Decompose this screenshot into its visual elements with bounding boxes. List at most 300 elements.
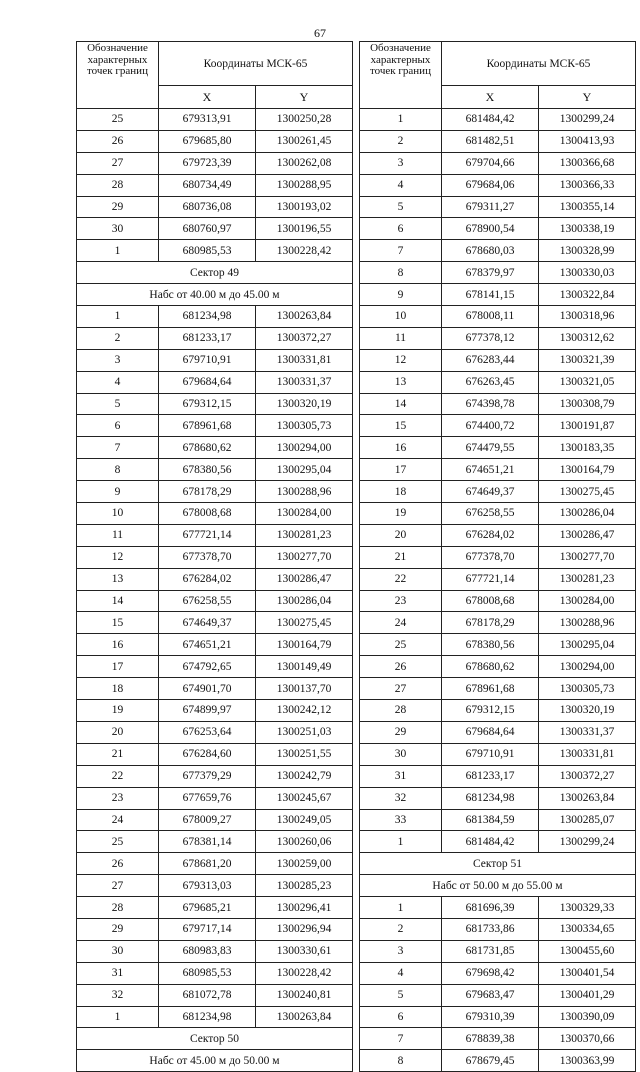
table-row [77,787,353,809]
table-row [77,1006,353,1028]
table-row [77,481,353,503]
section-row [360,875,636,897]
point-number-cell: 17 [360,459,442,481]
point-number-cell: 6 [360,218,442,240]
x-coordinate-cell: 674649,37 [159,612,256,634]
table-row [360,568,636,590]
x-coordinate-cell: 679311,27 [442,196,539,218]
y-coordinate-cell: 1300137,70 [256,678,353,700]
table-row [77,306,353,328]
table-row [360,590,636,612]
coordinates-table-left [76,41,353,1072]
x-coordinate-cell: 679312,15 [442,700,539,722]
table-row [360,262,636,284]
point-number-cell: 8 [360,262,442,284]
table-row [360,130,636,152]
x-coordinate-cell: 678680,03 [442,240,539,262]
table-row [360,656,636,678]
section-label: Набс от 40.00 м до 45.00 м [77,284,353,306]
x-coordinate-cell: 676284,02 [442,524,539,546]
table-row [77,962,353,984]
y-coordinate-cell: 1300331,37 [539,721,636,743]
y-coordinate-cell: 1300263,84 [256,306,353,328]
table-row [360,327,636,349]
x-coordinate-cell: 681234,98 [159,1006,256,1028]
x-coordinate-cell: 676258,55 [442,503,539,525]
y-coordinate-cell: 1300245,67 [256,787,353,809]
y-coordinate-cell: 1300401,29 [539,984,636,1006]
table-row [360,196,636,218]
x-coordinate-cell: 681733,86 [442,918,539,940]
point-number-cell: 29 [77,196,159,218]
point-number-cell: 7 [360,1028,442,1050]
x-coordinate-cell: 679685,80 [159,130,256,152]
y-coordinate-cell: 1300275,45 [256,612,353,634]
y-coordinate-cell: 1300288,96 [539,612,636,634]
table-row [77,765,353,787]
x-coordinate-cell: 680734,49 [159,174,256,196]
point-number-cell: 29 [77,918,159,940]
point-number-cell: 1 [77,240,159,262]
x-coordinate-cell: 678681,20 [159,853,256,875]
x-coordinate-cell: 674649,37 [442,481,539,503]
point-number-cell: 19 [77,700,159,722]
section-label: Сектор 51 [360,853,636,875]
x-coordinate-cell: 679704,66 [442,152,539,174]
table-row [77,984,353,1006]
y-coordinate-cell: 1300331,81 [539,743,636,765]
table-row [360,371,636,393]
table-row [77,327,353,349]
x-coordinate-cell: 674400,72 [442,415,539,437]
y-coordinate-cell: 1300312,62 [539,327,636,349]
x-coordinate-cell: 681731,85 [442,940,539,962]
table-row [360,809,636,831]
table-row [77,109,353,131]
x-coordinate-cell: 681484,42 [442,831,539,853]
table-row [77,678,353,700]
y-coordinate-cell: 1300288,95 [256,174,353,196]
point-number-cell: 23 [77,787,159,809]
point-number-cell: 27 [77,152,159,174]
x-coordinate-cell: 679684,06 [442,174,539,196]
y-coordinate-cell: 1300277,70 [256,546,353,568]
x-coordinate-cell: 679717,14 [159,918,256,940]
header-point-designation: Обозначение характерных точек границ [77,42,159,109]
point-number-cell: 12 [360,349,442,371]
point-number-cell: 21 [77,743,159,765]
x-coordinate-cell: 679683,47 [442,984,539,1006]
x-coordinate-cell: 677721,14 [159,524,256,546]
table-row [77,415,353,437]
table-row [77,437,353,459]
point-number-cell: 33 [360,809,442,831]
table-row [77,656,353,678]
table-row [360,306,636,328]
point-number-cell: 6 [77,415,159,437]
y-coordinate-cell: 1300250,28 [256,109,353,131]
table-row [360,503,636,525]
y-coordinate-cell: 1300295,04 [539,634,636,656]
table-row [77,897,353,919]
x-coordinate-cell: 678680,62 [442,656,539,678]
x-coordinate-cell: 680985,53 [159,240,256,262]
x-coordinate-cell: 679685,21 [159,897,256,919]
y-coordinate-cell: 1300390,09 [539,1006,636,1028]
y-coordinate-cell: 1300284,00 [256,503,353,525]
table-row [360,152,636,174]
y-coordinate-cell: 1300318,96 [539,306,636,328]
y-coordinate-cell: 1300372,27 [256,327,353,349]
point-number-cell: 5 [77,393,159,415]
x-coordinate-cell: 678009,27 [159,809,256,831]
point-number-cell: 28 [360,700,442,722]
x-coordinate-cell: 678839,38 [442,1028,539,1050]
section-row [77,1050,353,1072]
table-row [77,349,353,371]
y-coordinate-cell: 1300296,41 [256,897,353,919]
point-number-cell: 28 [77,174,159,196]
y-coordinate-cell: 1300305,73 [539,678,636,700]
table-row [360,787,636,809]
x-coordinate-cell: 678679,45 [442,1050,539,1072]
table-row [360,174,636,196]
table-row [77,918,353,940]
point-number-cell: 24 [77,809,159,831]
table-row [360,984,636,1006]
y-coordinate-cell: 1300321,39 [539,349,636,371]
y-coordinate-cell: 1300372,27 [539,765,636,787]
x-coordinate-cell: 678380,56 [159,459,256,481]
section-row [77,1028,353,1050]
table-row [77,721,353,743]
point-number-cell: 8 [77,459,159,481]
table-row [360,349,636,371]
x-coordinate-cell: 681384,59 [442,809,539,831]
y-coordinate-cell: 1300355,14 [539,196,636,218]
point-number-cell: 19 [360,503,442,525]
point-number-cell: 31 [77,962,159,984]
section-row [77,284,353,306]
y-coordinate-cell: 1300320,19 [256,393,353,415]
y-coordinate-cell: 1300275,45 [539,481,636,503]
y-coordinate-cell: 1300263,84 [539,787,636,809]
table-row [77,590,353,612]
point-number-cell: 23 [360,590,442,612]
x-coordinate-cell: 681072,78 [159,984,256,1006]
table-row [360,415,636,437]
point-number-cell: 10 [77,503,159,525]
y-coordinate-cell: 1300228,42 [256,962,353,984]
y-coordinate-cell: 1300366,33 [539,174,636,196]
section-label: Набс от 45.00 м до 50.00 м [77,1050,353,1072]
point-number-cell: 9 [77,481,159,503]
header-x: X [442,86,539,109]
y-coordinate-cell: 1300286,47 [539,524,636,546]
point-number-cell: 20 [77,721,159,743]
x-coordinate-cell: 679698,42 [442,962,539,984]
table-row [77,174,353,196]
point-number-cell: 1 [360,897,442,919]
y-coordinate-cell: 1300296,94 [256,918,353,940]
y-coordinate-cell: 1300286,47 [256,568,353,590]
x-coordinate-cell: 677379,29 [159,765,256,787]
table-row [77,130,353,152]
y-coordinate-cell: 1300322,84 [539,284,636,306]
table-row [77,459,353,481]
x-coordinate-cell: 681696,39 [442,897,539,919]
y-coordinate-cell: 1300260,06 [256,831,353,853]
x-coordinate-cell: 678900,54 [442,218,539,240]
x-coordinate-cell: 674651,21 [442,459,539,481]
table-row [360,940,636,962]
y-coordinate-cell: 1300164,79 [256,634,353,656]
point-number-cell: 18 [77,678,159,700]
x-coordinate-cell: 679710,91 [159,349,256,371]
y-coordinate-cell: 1300183,35 [539,437,636,459]
header-coordinates: Координаты МСК-65 [442,42,636,86]
y-coordinate-cell: 1300321,05 [539,371,636,393]
x-coordinate-cell: 679313,03 [159,875,256,897]
point-number-cell: 18 [360,481,442,503]
x-coordinate-cell: 681484,42 [442,109,539,131]
point-number-cell: 1 [77,1006,159,1028]
table-row [360,459,636,481]
x-coordinate-cell: 678008,68 [159,503,256,525]
point-number-cell: 5 [360,196,442,218]
point-number-cell: 32 [77,984,159,1006]
table-row [360,284,636,306]
y-coordinate-cell: 1300363,99 [539,1050,636,1072]
x-coordinate-cell: 678381,14 [159,831,256,853]
table-row [77,524,353,546]
x-coordinate-cell: 674792,65 [159,656,256,678]
point-number-cell: 30 [360,743,442,765]
table-row [360,1006,636,1028]
point-number-cell: 6 [360,1006,442,1028]
table-row [77,546,353,568]
point-number-cell: 24 [360,612,442,634]
table-row [360,700,636,722]
point-number-cell: 4 [77,371,159,393]
point-number-cell: 15 [77,612,159,634]
table-row [360,218,636,240]
x-coordinate-cell: 681482,51 [442,130,539,152]
point-number-cell: 25 [77,109,159,131]
table-row [77,809,353,831]
y-coordinate-cell: 1300251,03 [256,721,353,743]
point-number-cell: 32 [360,787,442,809]
table-row [360,962,636,984]
point-number-cell: 21 [360,546,442,568]
point-number-cell: 27 [360,678,442,700]
table-row [360,634,636,656]
table-row [77,568,353,590]
point-number-cell: 22 [77,765,159,787]
point-number-cell: 25 [360,634,442,656]
x-coordinate-cell: 678008,68 [442,590,539,612]
point-number-cell: 3 [77,349,159,371]
point-number-cell: 15 [360,415,442,437]
table-row [360,1050,636,1072]
x-coordinate-cell: 674899,97 [159,700,256,722]
y-coordinate-cell: 1300329,33 [539,897,636,919]
table-row [77,196,353,218]
x-coordinate-cell: 679310,39 [442,1006,539,1028]
point-number-cell: 2 [360,918,442,940]
table-row [360,437,636,459]
point-number-cell: 30 [77,940,159,962]
point-number-cell: 2 [360,130,442,152]
table-row [360,721,636,743]
y-coordinate-cell: 1300277,70 [539,546,636,568]
header-x: X [159,86,256,109]
x-coordinate-cell: 679312,15 [159,393,256,415]
point-number-cell: 9 [360,284,442,306]
x-coordinate-cell: 681233,17 [159,327,256,349]
section-label: Сектор 50 [77,1028,353,1050]
x-coordinate-cell: 678008,11 [442,306,539,328]
y-coordinate-cell: 1300299,24 [539,831,636,853]
point-number-cell: 5 [360,984,442,1006]
point-number-cell: 1 [77,306,159,328]
section-row [360,853,636,875]
point-number-cell: 22 [360,568,442,590]
table-row [360,678,636,700]
table-row [360,897,636,919]
x-coordinate-cell: 678178,29 [159,481,256,503]
y-coordinate-cell: 1300366,68 [539,152,636,174]
y-coordinate-cell: 1300242,12 [256,700,353,722]
y-coordinate-cell: 1300251,55 [256,743,353,765]
table-row [77,875,353,897]
x-coordinate-cell: 676263,45 [442,371,539,393]
x-coordinate-cell: 678178,29 [442,612,539,634]
x-coordinate-cell: 676253,64 [159,721,256,743]
point-number-cell: 25 [77,831,159,853]
y-coordinate-cell: 1300320,19 [539,700,636,722]
x-coordinate-cell: 679723,39 [159,152,256,174]
y-coordinate-cell: 1300305,73 [256,415,353,437]
y-coordinate-cell: 1300370,66 [539,1028,636,1050]
point-number-cell: 27 [77,875,159,897]
y-coordinate-cell: 1300228,42 [256,240,353,262]
point-number-cell: 31 [360,765,442,787]
x-coordinate-cell: 674651,21 [159,634,256,656]
table-row [77,393,353,415]
x-coordinate-cell: 679684,64 [159,371,256,393]
x-coordinate-cell: 678961,68 [159,415,256,437]
table-row [360,918,636,940]
y-coordinate-cell: 1300334,65 [539,918,636,940]
y-coordinate-cell: 1300149,49 [256,656,353,678]
y-coordinate-cell: 1300285,23 [256,875,353,897]
point-number-cell: 16 [77,634,159,656]
y-coordinate-cell: 1300193,02 [256,196,353,218]
x-coordinate-cell: 678961,68 [442,678,539,700]
x-coordinate-cell: 679313,91 [159,109,256,131]
y-coordinate-cell: 1300295,04 [256,459,353,481]
point-number-cell: 16 [360,437,442,459]
x-coordinate-cell: 677659,76 [159,787,256,809]
y-coordinate-cell: 1300196,55 [256,218,353,240]
x-coordinate-cell: 680736,08 [159,196,256,218]
table-row [360,1028,636,1050]
y-coordinate-cell: 1300263,84 [256,1006,353,1028]
header-coordinates: Координаты МСК-65 [159,42,353,86]
section-label: Сектор 49 [77,262,353,284]
header-y: Y [256,86,353,109]
x-coordinate-cell: 676284,02 [159,568,256,590]
y-coordinate-cell: 1300413,93 [539,130,636,152]
point-number-cell: 10 [360,306,442,328]
y-coordinate-cell: 1300249,05 [256,809,353,831]
x-coordinate-cell: 681234,98 [442,787,539,809]
y-coordinate-cell: 1300286,04 [539,503,636,525]
y-coordinate-cell: 1300299,24 [539,109,636,131]
y-coordinate-cell: 1300331,81 [256,349,353,371]
point-number-cell: 3 [360,152,442,174]
y-coordinate-cell: 1300262,08 [256,152,353,174]
y-coordinate-cell: 1300294,00 [256,437,353,459]
section-label: Набс от 50.00 м до 55.00 м [360,875,636,897]
point-number-cell: 7 [360,240,442,262]
y-coordinate-cell: 1300330,61 [256,940,353,962]
x-coordinate-cell: 674901,70 [159,678,256,700]
x-coordinate-cell: 680983,83 [159,940,256,962]
point-number-cell: 17 [77,656,159,678]
table-body-left [77,109,353,1072]
page-number: 67 [314,26,326,40]
point-number-cell: 4 [360,962,442,984]
table-row [360,612,636,634]
point-number-cell: 12 [77,546,159,568]
y-coordinate-cell: 1300455,60 [539,940,636,962]
x-coordinate-cell: 677378,70 [442,546,539,568]
y-coordinate-cell: 1300331,37 [256,371,353,393]
y-coordinate-cell: 1300240,81 [256,984,353,1006]
point-number-cell: 3 [360,940,442,962]
y-coordinate-cell: 1300259,00 [256,853,353,875]
header-point-designation: Обозначение характерных точек границ [360,42,442,109]
table-body-right [360,109,636,1072]
table-row [360,481,636,503]
table-row [360,765,636,787]
table-row [77,503,353,525]
point-number-cell: 1 [360,109,442,131]
table-row [360,831,636,853]
y-coordinate-cell: 1300242,79 [256,765,353,787]
table-row [77,853,353,875]
x-coordinate-cell: 676284,60 [159,743,256,765]
x-coordinate-cell: 678379,97 [442,262,539,284]
point-number-cell: 14 [360,393,442,415]
point-number-cell: 13 [360,371,442,393]
x-coordinate-cell: 678680,62 [159,437,256,459]
y-coordinate-cell: 1300286,04 [256,590,353,612]
point-number-cell: 20 [360,524,442,546]
point-number-cell: 8 [360,1050,442,1072]
coordinates-table-right [359,41,636,1072]
table-row [360,524,636,546]
x-coordinate-cell: 676283,44 [442,349,539,371]
table-row [77,940,353,962]
point-number-cell: 7 [77,437,159,459]
table-row [77,743,353,765]
x-coordinate-cell: 681234,98 [159,306,256,328]
point-number-cell: 26 [77,130,159,152]
y-coordinate-cell: 1300164,79 [539,459,636,481]
